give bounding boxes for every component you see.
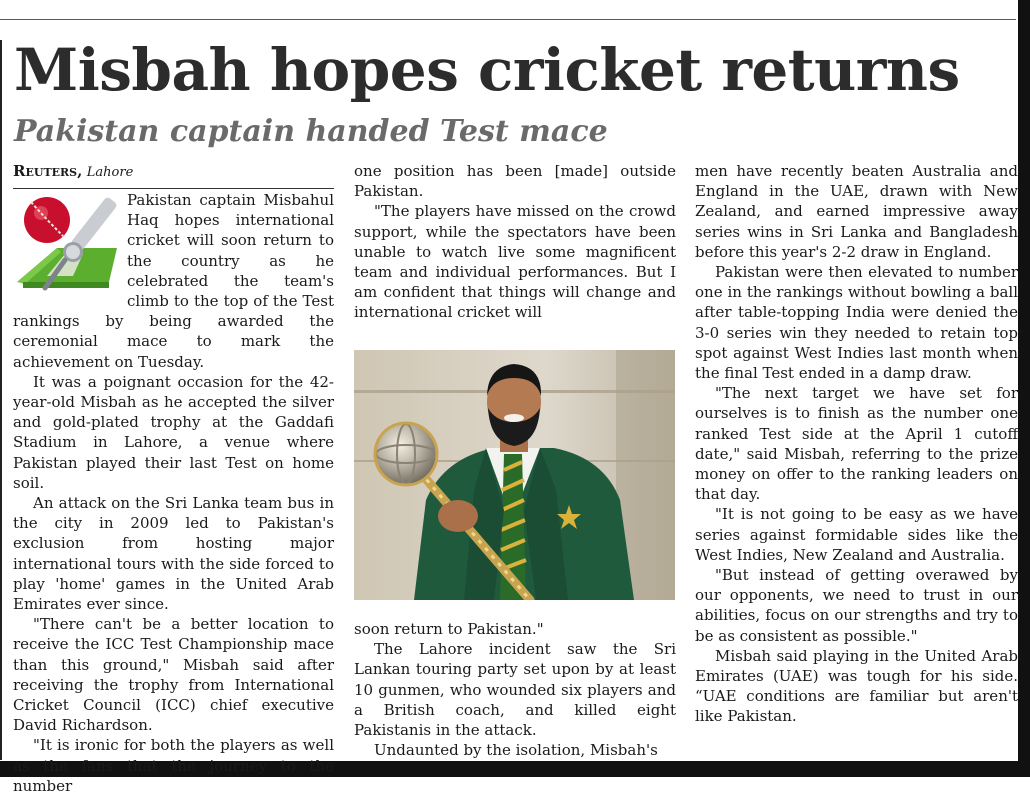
headline: Misbah hopes cricket returns [14, 36, 960, 104]
byline [13, 161, 334, 189]
paragraph: An attack on the Sri Lanka team bus in the city in 2009 led to Pakistan's exclusion from hosting major international tours with the side forced to play 'home' games in the United Arab Emirates ever since. [13, 494, 334, 614]
article-column-2-continued [354, 619, 676, 760]
paragraph: "It is ironic for both the players as well as the fans that the journey to the number [13, 736, 334, 795]
article-column-1 [13, 161, 334, 796]
paragraph: Pakistan captain Misbahul Haq hopes international cricket will soon return to the country as he celebrated the team's climb to the top of the Test rankings by being awarded the ceremonial mace to mark the achievement on Tuesday. [13, 191, 334, 371]
paragraph: It was a poignant occasion for the 42-year-old Misbah as he accepted the silver and gold-plated trophy at the Gaddafi Stadium in Lahore, a venue where Pakistan played their last Test on home soil. [13, 372, 334, 492]
paragraph: Pakistan were then elevated to number one in the rankings without bowling a ball after table-topping India were denied the 3-0 series win they needed to retain top spot against West Indies last month when the final Test ended in a damp draw. [695, 263, 1018, 383]
right-border [1018, 0, 1030, 777]
top-rule [0, 19, 1016, 20]
paragraph: "It is not going to be easy as we have series against formidable sides like the West Indies, New Zealand and Australia. [695, 505, 1018, 564]
subheadline: Pakistan captain handed Test mace [14, 114, 608, 149]
article-column-2 [354, 161, 676, 323]
article-column-3 [695, 161, 1018, 727]
paragraph: "The players have missed on the crowd support, while the spectators have been unable to watch live some magnificent team and individual performances. But I am confident that things will change and international cricket will [354, 202, 676, 322]
paragraph: one position has been [made] outside Pakistan. [354, 162, 676, 201]
left-border [0, 40, 2, 760]
byline-agency: Reuters, [13, 162, 83, 180]
paragraph: Misbah said playing in the United Arab Emirates (UAE) was tough for his side. “UAE conditions are familiar but aren't like Pakistan. [695, 646, 1018, 726]
paragraph: soon return to Pakistan." [354, 620, 544, 638]
paragraph: "There can't be a better location to receive the ICC Test Championship mace than this ground," Misbah said after receiving the trophy from International Cricket Council (ICC) chief executive David Richardson. [13, 615, 334, 735]
paragraph: The Lahore incident saw the Sri Lankan touring party set upon by at least 10 gunmen, who wounded six players and a British coach, and killed eight Pakistanis in the attack. [354, 640, 676, 740]
paragraph: "But instead of getting overawed by our opponents, we need to trust in our abilities, focus on our strengths and try to be as consistent as possible." [695, 566, 1018, 645]
paragraph: Undaunted by the isolation, Misbah's [374, 741, 658, 760]
cricket-ball-microphone-icon [13, 190, 121, 296]
paragraph: men have recently beaten Australia and England in the UAE, drawn with New Zealand, and earned impressive away series wins in Sri Lanka and Bangladesh before this year's 2-2 draw in England. [695, 162, 1018, 261]
paragraph: "The next target we have set for ourselves is to finish as the number one ranked Test side at the April 1 cutoff date," said Misbah, referring to the prize money on offer to the ranking leaders on that day. [695, 384, 1018, 504]
misbah-holding-test-mace-photo [354, 350, 675, 600]
byline-city: Lahore [86, 165, 134, 180]
